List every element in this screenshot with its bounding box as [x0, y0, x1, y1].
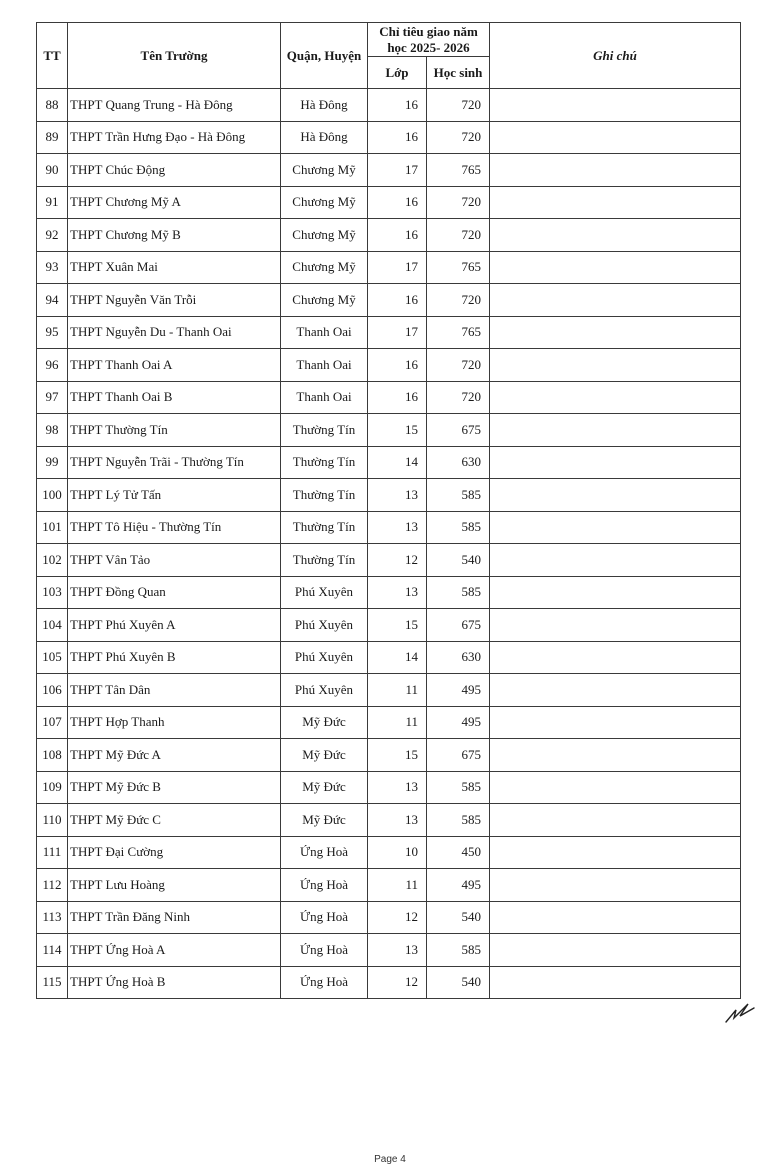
- note-cell: [490, 934, 741, 967]
- class-count: 15: [368, 414, 427, 447]
- table-row: [37, 219, 741, 252]
- school-name: THPT Ứng Hoà A: [68, 934, 281, 967]
- table-row: [37, 381, 741, 414]
- class-count: 12: [368, 966, 427, 999]
- district: Thường Tín: [281, 511, 368, 544]
- row-number: 100: [37, 479, 68, 512]
- class-count: 16: [368, 121, 427, 154]
- row-number: 112: [37, 869, 68, 902]
- student-count: 630: [427, 641, 490, 674]
- table-row: [37, 186, 741, 219]
- row-number: 107: [37, 706, 68, 739]
- header-note: Ghi chú: [490, 23, 741, 89]
- district: Ứng Hoà: [281, 934, 368, 967]
- district: Thường Tín: [281, 446, 368, 479]
- class-count: 12: [368, 901, 427, 934]
- school-name: THPT Thanh Oai B: [68, 381, 281, 414]
- class-count: 11: [368, 706, 427, 739]
- note-cell: [490, 739, 741, 772]
- note-cell: [490, 706, 741, 739]
- class-count: 13: [368, 804, 427, 837]
- row-number: 93: [37, 251, 68, 284]
- district: Thanh Oai: [281, 316, 368, 349]
- note-cell: [490, 284, 741, 317]
- student-count: 720: [427, 284, 490, 317]
- note-cell: [490, 674, 741, 707]
- table-row: [37, 609, 741, 642]
- row-number: 108: [37, 739, 68, 772]
- table-row: [37, 446, 741, 479]
- student-count: 585: [427, 804, 490, 837]
- class-count: 16: [368, 219, 427, 252]
- row-number: 114: [37, 934, 68, 967]
- school-name: THPT Tô Hiệu - Thường Tín: [68, 511, 281, 544]
- district: Mỹ Đức: [281, 706, 368, 739]
- table-row: [37, 771, 741, 804]
- table-row: [37, 966, 741, 999]
- note-cell: [490, 186, 741, 219]
- student-count: 675: [427, 414, 490, 447]
- student-count: 765: [427, 316, 490, 349]
- note-cell: [490, 771, 741, 804]
- header-students: Học sinh: [427, 57, 490, 89]
- table-row: [37, 869, 741, 902]
- student-count: 585: [427, 934, 490, 967]
- school-name: THPT Trần Hưng Đạo - Hà Đông: [68, 121, 281, 154]
- row-number: 115: [37, 966, 68, 999]
- table-body: [37, 89, 741, 999]
- header-tt: TT: [37, 23, 68, 89]
- student-count: 540: [427, 544, 490, 577]
- school-name: THPT Phú Xuyên B: [68, 641, 281, 674]
- school-name: THPT Tân Dân: [68, 674, 281, 707]
- school-name: THPT Lưu Hoàng: [68, 869, 281, 902]
- class-count: 16: [368, 381, 427, 414]
- header-classes: Lớp: [368, 57, 427, 89]
- table-row: [37, 414, 741, 447]
- district: Thường Tín: [281, 479, 368, 512]
- school-name: THPT Nguyễn Du - Thanh Oai: [68, 316, 281, 349]
- school-name: THPT Nguyễn Văn Trỗi: [68, 284, 281, 317]
- row-number: 105: [37, 641, 68, 674]
- school-name: THPT Chương Mỹ B: [68, 219, 281, 252]
- class-count: 15: [368, 739, 427, 772]
- note-cell: [490, 511, 741, 544]
- school-name: THPT Nguyễn Trãi - Thường Tín: [68, 446, 281, 479]
- row-number: 113: [37, 901, 68, 934]
- row-number: 92: [37, 219, 68, 252]
- student-count: 720: [427, 219, 490, 252]
- district: Ứng Hoà: [281, 901, 368, 934]
- row-number: 111: [37, 836, 68, 869]
- class-count: 11: [368, 674, 427, 707]
- row-number: 90: [37, 154, 68, 187]
- district: Phú Xuyên: [281, 674, 368, 707]
- table-row: [37, 544, 741, 577]
- class-count: 16: [368, 186, 427, 219]
- signature-mark: [722, 998, 758, 1026]
- student-count: 720: [427, 186, 490, 219]
- table-row: [37, 284, 741, 317]
- note-cell: [490, 121, 741, 154]
- class-count: 14: [368, 641, 427, 674]
- note-cell: [490, 316, 741, 349]
- row-number: 98: [37, 414, 68, 447]
- district: Thanh Oai: [281, 349, 368, 382]
- note-cell: [490, 219, 741, 252]
- note-cell: [490, 89, 741, 122]
- note-cell: [490, 251, 741, 284]
- district: Thanh Oai: [281, 381, 368, 414]
- table-row: [37, 121, 741, 154]
- table-row: [37, 479, 741, 512]
- row-number: 94: [37, 284, 68, 317]
- row-number: 89: [37, 121, 68, 154]
- school-name: THPT Lý Tử Tấn: [68, 479, 281, 512]
- class-count: 16: [368, 349, 427, 382]
- school-name: THPT Mỹ Đức A: [68, 739, 281, 772]
- student-count: 450: [427, 836, 490, 869]
- table-row: [37, 674, 741, 707]
- note-cell: [490, 576, 741, 609]
- note-cell: [490, 479, 741, 512]
- student-count: 720: [427, 121, 490, 154]
- district: Mỹ Đức: [281, 771, 368, 804]
- note-cell: [490, 446, 741, 479]
- class-count: 16: [368, 284, 427, 317]
- table-row: [37, 349, 741, 382]
- student-count: 585: [427, 479, 490, 512]
- district: Chương Mỹ: [281, 251, 368, 284]
- district: Ứng Hoà: [281, 966, 368, 999]
- school-name: THPT Trần Đăng Ninh: [68, 901, 281, 934]
- note-cell: [490, 869, 741, 902]
- student-count: 585: [427, 576, 490, 609]
- school-name: THPT Đại Cường: [68, 836, 281, 869]
- school-name: THPT Quang Trung - Hà Đông: [68, 89, 281, 122]
- table-row: [37, 804, 741, 837]
- table-row: [37, 576, 741, 609]
- row-number: 88: [37, 89, 68, 122]
- quota-table: [36, 22, 741, 999]
- note-cell: [490, 966, 741, 999]
- school-name: THPT Thường Tín: [68, 414, 281, 447]
- row-number: 103: [37, 576, 68, 609]
- note-cell: [490, 609, 741, 642]
- class-count: 15: [368, 609, 427, 642]
- student-count: 765: [427, 251, 490, 284]
- header-quota: Chỉ tiêu giao năm học 2025- 2026: [368, 23, 490, 57]
- header-school-name: Tên Trường: [68, 23, 281, 89]
- class-count: 13: [368, 934, 427, 967]
- class-count: 17: [368, 154, 427, 187]
- class-count: 11: [368, 869, 427, 902]
- class-count: 13: [368, 771, 427, 804]
- district: Thường Tín: [281, 414, 368, 447]
- district: Phú Xuyên: [281, 576, 368, 609]
- district: Mỹ Đức: [281, 739, 368, 772]
- district: Hà Đông: [281, 89, 368, 122]
- class-count: 12: [368, 544, 427, 577]
- header-district: Quận, Huyện: [281, 23, 368, 89]
- note-cell: [490, 641, 741, 674]
- class-count: 10: [368, 836, 427, 869]
- school-name: THPT Mỹ Đức C: [68, 804, 281, 837]
- district: Hà Đông: [281, 121, 368, 154]
- student-count: 495: [427, 869, 490, 902]
- school-name: THPT Đồng Quan: [68, 576, 281, 609]
- table-row: [37, 316, 741, 349]
- student-count: 585: [427, 771, 490, 804]
- row-number: 109: [37, 771, 68, 804]
- district: Mỹ Đức: [281, 804, 368, 837]
- district: Ứng Hoà: [281, 869, 368, 902]
- row-number: 95: [37, 316, 68, 349]
- note-cell: [490, 804, 741, 837]
- note-cell: [490, 154, 741, 187]
- table-row: [37, 934, 741, 967]
- table-row: [37, 706, 741, 739]
- row-number: 102: [37, 544, 68, 577]
- student-count: 675: [427, 609, 490, 642]
- student-count: 720: [427, 349, 490, 382]
- table-row: [37, 739, 741, 772]
- student-count: 765: [427, 154, 490, 187]
- table-row: [37, 89, 741, 122]
- note-cell: [490, 901, 741, 934]
- row-number: 99: [37, 446, 68, 479]
- student-count: 720: [427, 89, 490, 122]
- school-name: THPT Mỹ Đức B: [68, 771, 281, 804]
- row-number: 106: [37, 674, 68, 707]
- table-row: [37, 154, 741, 187]
- table-row: [37, 641, 741, 674]
- row-number: 110: [37, 804, 68, 837]
- note-cell: [490, 349, 741, 382]
- student-count: 720: [427, 381, 490, 414]
- school-name: THPT Chúc Động: [68, 154, 281, 187]
- student-count: 675: [427, 739, 490, 772]
- district: Chương Mỹ: [281, 284, 368, 317]
- student-count: 585: [427, 511, 490, 544]
- class-count: 13: [368, 479, 427, 512]
- student-count: 540: [427, 901, 490, 934]
- school-name: THPT Hợp Thanh: [68, 706, 281, 739]
- student-count: 495: [427, 706, 490, 739]
- student-count: 630: [427, 446, 490, 479]
- class-count: 13: [368, 511, 427, 544]
- table-row: [37, 511, 741, 544]
- school-name: THPT Xuân Mai: [68, 251, 281, 284]
- district: Chương Mỹ: [281, 219, 368, 252]
- district: Phú Xuyên: [281, 609, 368, 642]
- note-cell: [490, 544, 741, 577]
- class-count: 16: [368, 89, 427, 122]
- note-cell: [490, 381, 741, 414]
- table-row: [37, 836, 741, 869]
- school-name: THPT Chương Mỹ A: [68, 186, 281, 219]
- table-row: [37, 251, 741, 284]
- school-name: THPT Thanh Oai A: [68, 349, 281, 382]
- district: Thường Tín: [281, 544, 368, 577]
- note-cell: [490, 836, 741, 869]
- note-cell: [490, 414, 741, 447]
- class-count: 14: [368, 446, 427, 479]
- class-count: 17: [368, 316, 427, 349]
- class-count: 17: [368, 251, 427, 284]
- row-number: 91: [37, 186, 68, 219]
- school-name: THPT Phú Xuyên A: [68, 609, 281, 642]
- school-name: THPT Ứng Hoà B: [68, 966, 281, 999]
- row-number: 96: [37, 349, 68, 382]
- row-number: 101: [37, 511, 68, 544]
- district: Ứng Hoà: [281, 836, 368, 869]
- district: Chương Mỹ: [281, 186, 368, 219]
- page-number: Page 4: [374, 1154, 406, 1165]
- student-count: 540: [427, 966, 490, 999]
- student-count: 495: [427, 674, 490, 707]
- class-count: 13: [368, 576, 427, 609]
- district: Phú Xuyên: [281, 641, 368, 674]
- district: Chương Mỹ: [281, 154, 368, 187]
- table-row: [37, 901, 741, 934]
- row-number: 97: [37, 381, 68, 414]
- school-name: THPT Vân Tảo: [68, 544, 281, 577]
- row-number: 104: [37, 609, 68, 642]
